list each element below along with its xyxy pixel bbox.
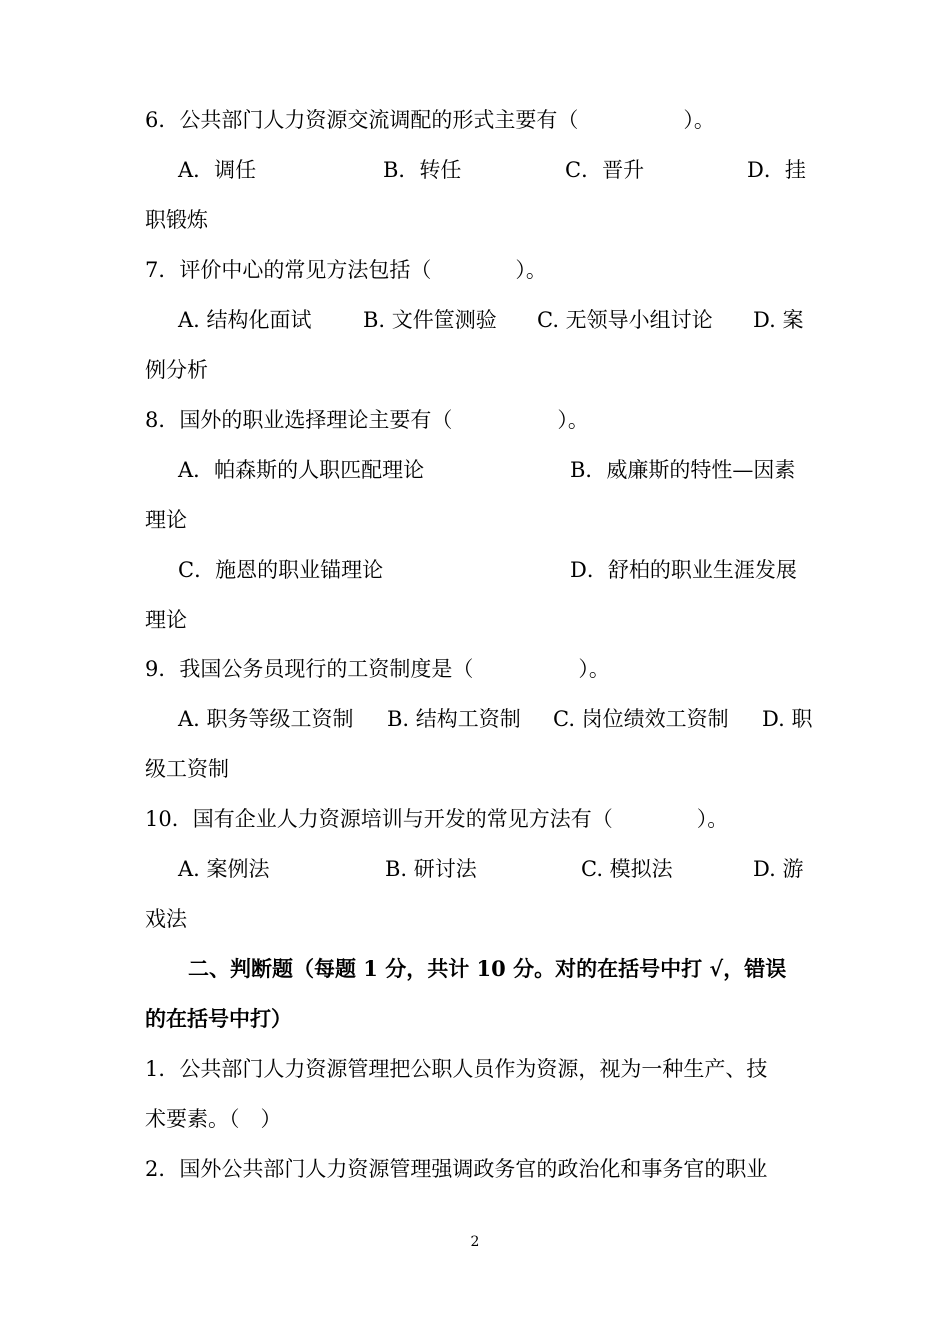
section-2-heading-continuation: 的在括号中打）	[145, 1006, 292, 1031]
section-2-heading: 二、判断题（每题 1 分，共计 10 分。对的在括号中打 √，错误	[188, 956, 787, 981]
question-9-stem: 9．我国公务员现行的工资制度是（ ）。	[145, 657, 610, 681]
option-c: C. 无领导小组讨论	[537, 308, 713, 332]
option-b: B. 研讨法	[385, 857, 477, 881]
question-10-options	[145, 844, 825, 894]
option-d: D. 职	[762, 707, 813, 731]
question-7-stem: 7．评价中心的常见方法包括（ ）。	[145, 258, 547, 282]
option-a: A. 职务等级工资制	[178, 707, 354, 731]
question-10-stem: 10．国有企业人力资源培训与开发的常见方法有（ ）。	[145, 807, 729, 831]
option-c: C．晋升	[565, 158, 645, 182]
option-d: D. 游	[753, 857, 804, 881]
question-8-option-b-continuation: 理论	[145, 508, 187, 532]
option-a: A. 结构化面试	[178, 308, 312, 332]
question-6-stem: 6．公共部门人力资源交流调配的形式主要有（ ）。	[145, 108, 715, 132]
option-c: C．施恩的职业锚理论	[178, 558, 384, 582]
question-7-option-continuation: 例分析	[145, 358, 208, 382]
judgement-1-text: 1．公共部门人力资源管理把公职人员作为资源，视为一种生产、技	[145, 1057, 768, 1081]
question-7-options	[145, 295, 825, 345]
question-6-options	[145, 145, 825, 195]
option-a: A．调任	[178, 158, 257, 182]
option-c: C. 模拟法	[581, 857, 673, 881]
question-10-option-continuation: 戏法	[145, 907, 187, 931]
option-d: D. 案	[753, 308, 804, 332]
question-8-stem: 8．国外的职业选择理论主要有（ ）。	[145, 408, 589, 432]
option-c: C. 岗位绩效工资制	[553, 707, 729, 731]
judgement-1-continuation: 术要素。（ ）	[145, 1107, 282, 1131]
option-a: A. 案例法	[178, 857, 270, 881]
option-d: D．挂	[747, 158, 806, 182]
question-9-options	[145, 694, 825, 744]
question-8-option-d-continuation: 理论	[145, 608, 187, 632]
option-b: B．转任	[383, 158, 462, 182]
question-6-option-continuation: 职锻炼	[145, 208, 208, 232]
option-b: B．威廉斯的特性—因素	[570, 458, 796, 482]
option-d: D．舒柏的职业生涯发展	[570, 558, 797, 582]
option-b: B. 结构工资制	[387, 707, 521, 731]
question-8-options-ab	[145, 445, 825, 495]
page-number: 2	[470, 1234, 480, 1250]
question-9-option-continuation: 级工资制	[145, 757, 229, 781]
option-a: A．帕森斯的人职匹配理论	[178, 458, 425, 482]
option-b: B. 文件筐测验	[363, 308, 497, 332]
question-8-options-cd	[145, 545, 825, 595]
judgement-2-text: 2．国外公共部门人力资源管理强调政务官的政治化和事务官的职业	[145, 1157, 768, 1181]
